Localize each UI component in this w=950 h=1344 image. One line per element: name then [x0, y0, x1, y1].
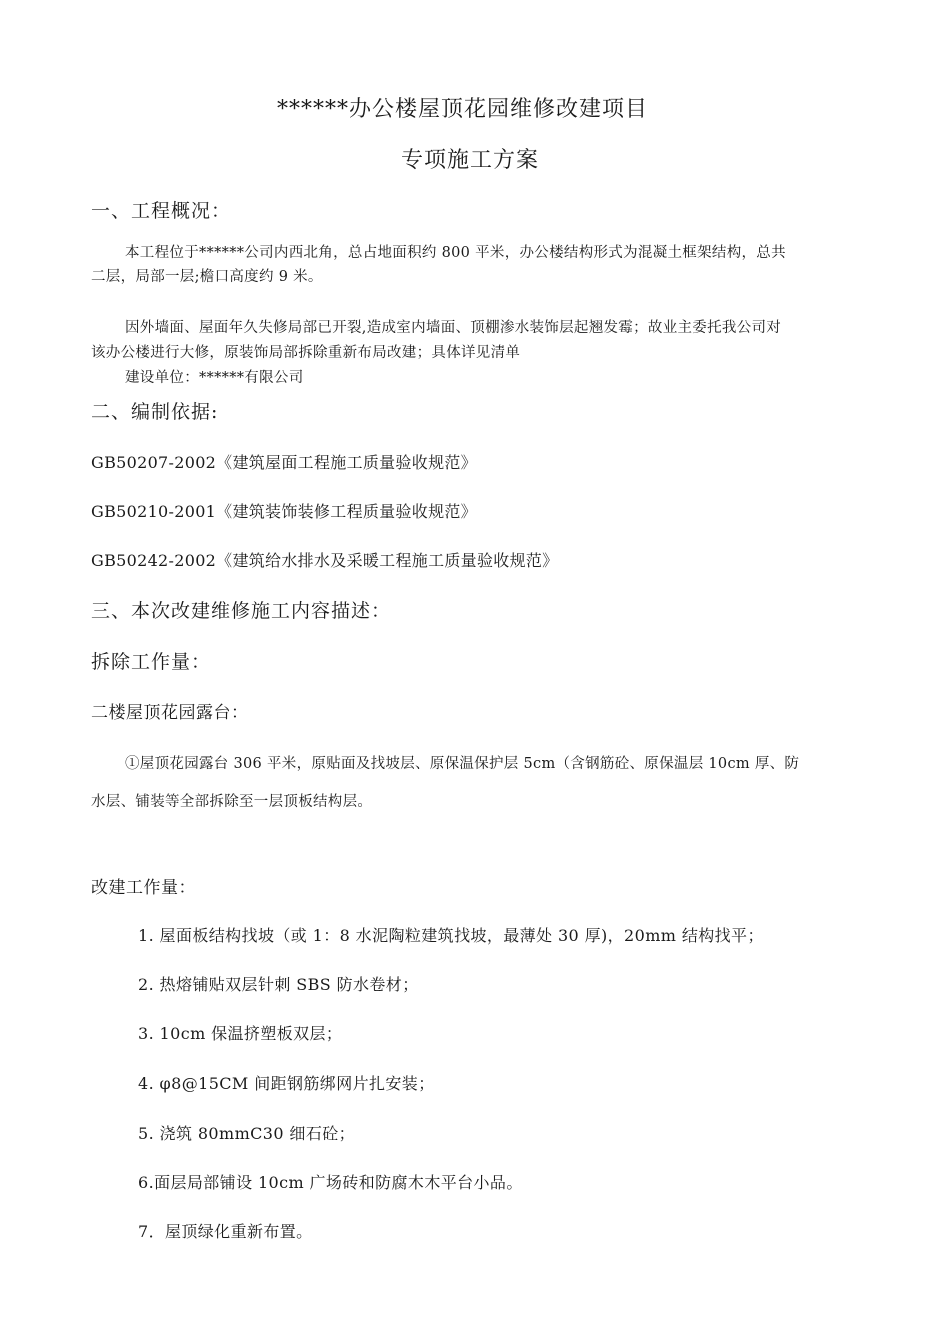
renovation-item: 1. 屋面板结构找坡（或 1：8 水泥陶粒建筑找坡，最薄处 30 厚)，20mm 结构找平； [138, 926, 764, 945]
overview-paragraph-line: 因外墙面、屋面年久失修局部已开裂,造成室内墙面、顶棚渗水装饰层起翘发霉；故业主委托我公司对 [125, 320, 782, 336]
terrace-heading: 二楼屋顶花园露台： [91, 703, 249, 723]
document-subtitle: 专项施工方案 [401, 148, 540, 173]
renovation-item: 5. 浇筑 80mmC30 细石砼； [138, 1124, 356, 1143]
standard-reference: GB50242-2002《建筑给水排水及采暖工程施工质量验收规范》 [91, 551, 559, 570]
section-heading-overview: 一、工程概况： [91, 200, 232, 222]
demolition-line: 水层、铺装等全部拆除至一层顶板结构层。 [91, 794, 373, 810]
renovation-item: 2. 热熔铺贴双层针刺 SBS 防水卷材； [138, 975, 419, 994]
renovation-item: 7．屋顶绿化重新布置。 [138, 1222, 313, 1241]
section-heading-scope: 三、本次改建维修施工内容描述： [91, 600, 392, 622]
overview-paragraph-line: 二层，局部一层;檐口高度约 9 米。 [91, 269, 323, 285]
overview-paragraph-line: 本工程位于******公司内西北角，总占地面积约 800 平米，办公楼结构形式为混凝土框架结构，总共 [125, 245, 786, 261]
document-title: ******办公楼屋顶花园维修改建项目 [277, 97, 649, 122]
demolition-heading: 拆除工作量： [91, 651, 212, 673]
renovation-item: 4. φ8@15CM 间距钢筋绑网片扎安装； [138, 1074, 435, 1093]
section-heading-basis: 二、编制依据: [91, 401, 219, 423]
overview-paragraph-line: 该办公楼进行大修，原装饰局部拆除重新布局改建；具体详见清单 [91, 345, 521, 361]
demolition-line: ①屋顶花园露台 306 平米，原贴面及找坡层、原保温保护层 5cm（含钢筋砼、原保温层 10cm 厚、防 [125, 756, 800, 772]
renovation-heading: 改建工作量： [91, 878, 196, 898]
renovation-item: 6.面层局部铺设 10cm 广场砖和防腐木木平台小品。 [138, 1173, 523, 1192]
client-line: 建设单位：******有限公司 [125, 370, 304, 386]
renovation-item: 3. 10cm 保温挤塑板双层； [138, 1024, 343, 1043]
standard-reference: GB50207-2002《建筑屋面工程施工质量验收规范》 [91, 453, 477, 472]
standard-reference: GB50210-2001《建筑装饰装修工程质量验收规范》 [91, 502, 477, 521]
